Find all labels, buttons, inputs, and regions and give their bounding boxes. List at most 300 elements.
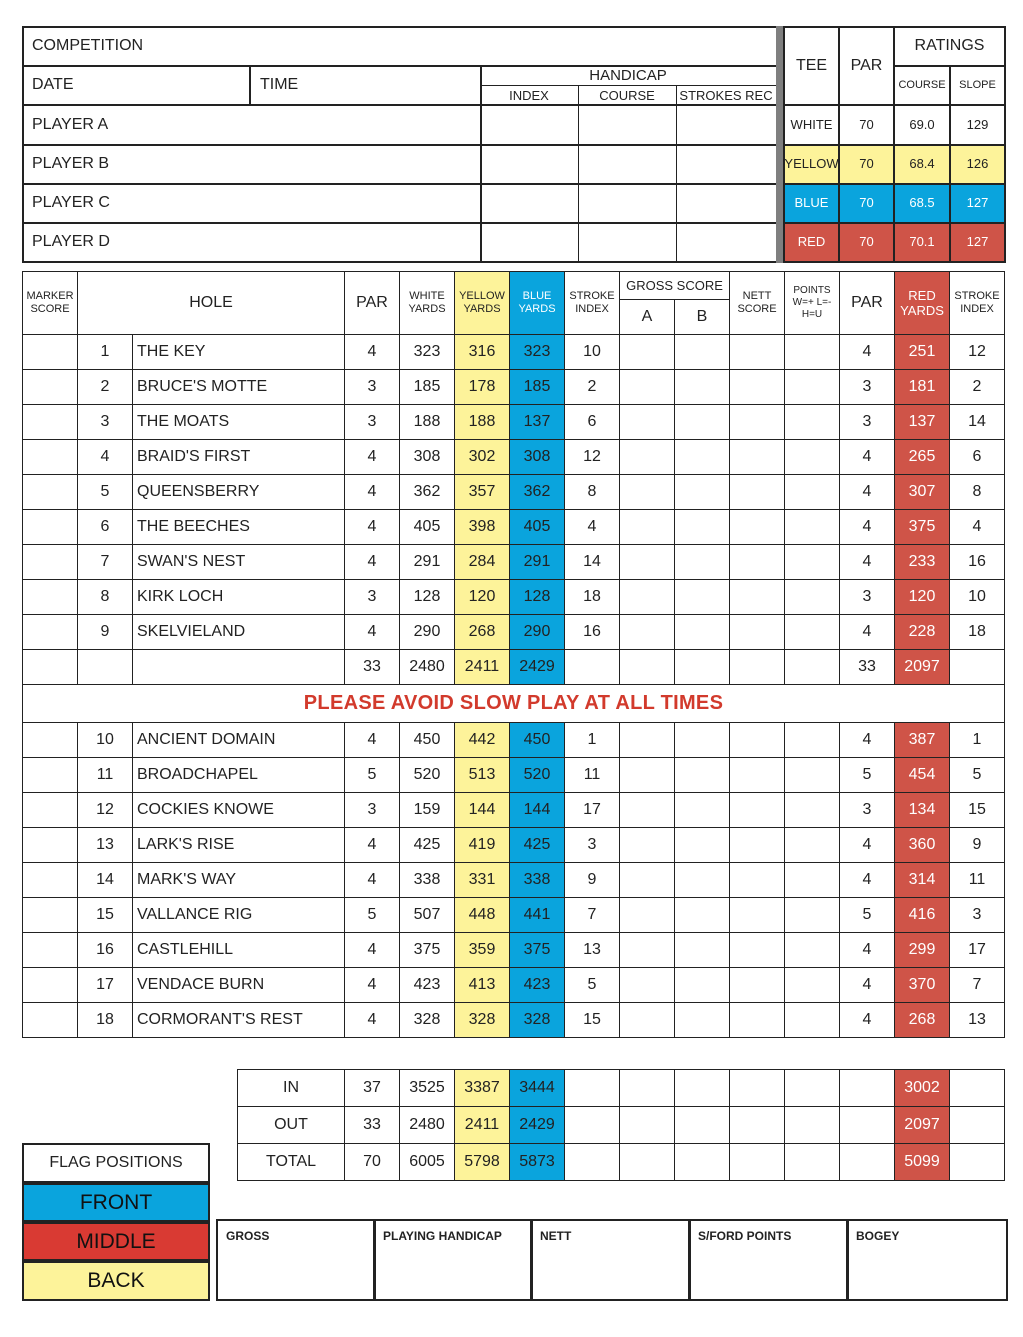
yellow-yards: 178: [455, 370, 510, 405]
blue-yards-header: BLUE YARDS: [510, 272, 565, 335]
nett-box[interactable]: NETT: [530, 1219, 691, 1301]
blank-cell: [785, 650, 840, 685]
red-yards: 265: [895, 440, 950, 475]
red-yards: 228: [895, 615, 950, 650]
white-yards: 362: [400, 475, 455, 510]
blank-cell: [730, 650, 785, 685]
front-total-blue: 2429: [510, 650, 565, 685]
stroke-index: 4: [565, 510, 620, 545]
red-yards: 360: [895, 828, 950, 863]
hole-par: 4: [345, 615, 400, 650]
gross-a-cell[interactable]: [620, 898, 675, 933]
gross-b-cell[interactable]: [675, 758, 730, 793]
competition-label: COMPETITION: [32, 36, 144, 54]
hole-name: COCKIES KNOWE: [133, 793, 345, 828]
white-yards: 308: [400, 440, 455, 475]
points-cell[interactable]: [785, 793, 840, 828]
white-yards: 323: [400, 335, 455, 370]
gross-b-cell[interactable]: [675, 440, 730, 475]
gross-a-cell[interactable]: [620, 510, 675, 545]
points-cell[interactable]: [785, 828, 840, 863]
marker-score-cell[interactable]: [23, 370, 78, 405]
stroke-index: 7: [565, 898, 620, 933]
hole-par-2: 4: [840, 968, 895, 1003]
nett-score-cell[interactable]: [730, 440, 785, 475]
blank-cell: [785, 1144, 840, 1181]
red-yards: 268: [895, 1003, 950, 1038]
hole-par-2: 4: [840, 335, 895, 370]
gross-b-cell[interactable]: [675, 615, 730, 650]
hole-name: BROADCHAPEL: [133, 758, 345, 793]
index-label: INDEX: [509, 87, 549, 103]
marker-score-cell[interactable]: [23, 475, 78, 510]
totals-label: IN: [238, 1070, 345, 1107]
stroke-index-header: STROKE INDEX: [565, 272, 620, 335]
gross-a-cell[interactable]: [620, 405, 675, 440]
white-yards-header: WHITE YARDS: [400, 272, 455, 335]
stroke-index: 14: [565, 545, 620, 580]
marker-score-cell[interactable]: [23, 335, 78, 370]
blank-cell: [675, 1144, 730, 1181]
blank-cell: [675, 650, 730, 685]
blue-yards: 308: [510, 440, 565, 475]
stroke-index-2: 13: [950, 1003, 1005, 1038]
white-yards: 188: [400, 405, 455, 440]
blank-cell: [950, 1107, 1005, 1144]
gross-b-cell[interactable]: [675, 1003, 730, 1038]
hole-number: 15: [78, 898, 133, 933]
gross-b-cell[interactable]: [675, 828, 730, 863]
blank-cell: [675, 1070, 730, 1107]
white-yards: 375: [400, 933, 455, 968]
stroke-index: 10: [565, 335, 620, 370]
yellow-yards: 144: [455, 793, 510, 828]
marker-score-cell[interactable]: [23, 440, 78, 475]
gross-a-header: A: [620, 300, 675, 335]
blank-cell: [620, 1144, 675, 1181]
stroke-index: 5: [565, 968, 620, 1003]
rating-slope-1: 126: [966, 156, 989, 171]
marker-score-header: MARKER SCORE: [23, 272, 78, 335]
hole-row: [23, 968, 1005, 1003]
header-row: [23, 272, 1005, 300]
blank-cell: [950, 650, 1005, 685]
hole-name: CORMORANT'S REST: [133, 1003, 345, 1038]
blank-cell: [730, 1144, 785, 1181]
hole-header: HOLE: [78, 272, 345, 335]
totals-yellow: 3387: [455, 1070, 510, 1107]
blue-yards: 128: [510, 580, 565, 615]
stroke-index: 6: [565, 405, 620, 440]
totals-par: 70: [345, 1144, 400, 1181]
gross-box[interactable]: GROSS: [216, 1219, 376, 1301]
nett-score-cell[interactable]: [730, 1003, 785, 1038]
nett-score-cell[interactable]: [730, 370, 785, 405]
stroke-index: 8: [565, 475, 620, 510]
hole-par-2: 4: [840, 475, 895, 510]
gross-b-cell[interactable]: [675, 580, 730, 615]
yellow-yards: 120: [455, 580, 510, 615]
white-yards: 425: [400, 828, 455, 863]
marker-score-cell[interactable]: [23, 828, 78, 863]
marker-score-cell[interactable]: [23, 580, 78, 615]
hole-name: KIRK LOCH: [133, 580, 345, 615]
hole-name: BRAID'S FIRST: [133, 440, 345, 475]
hole-par-2: 3: [840, 370, 895, 405]
hole-name: LARK'S RISE: [133, 828, 345, 863]
points-cell[interactable]: [785, 510, 840, 545]
yellow-yards: 188: [455, 405, 510, 440]
blank-cell: [840, 1070, 895, 1107]
hole-row: [23, 828, 1005, 863]
hole-par: 4: [345, 510, 400, 545]
course-label: COURSE: [599, 87, 655, 103]
stroke-index: 9: [565, 863, 620, 898]
hole-number: 18: [78, 1003, 133, 1038]
yellow-yards: 316: [455, 335, 510, 370]
hole-name: VENDACE BURN: [133, 968, 345, 1003]
points-header: POINTS W=+ L=- H=U: [785, 272, 840, 335]
front-total-yellow: 2411: [455, 650, 510, 685]
gross-a-cell[interactable]: [620, 793, 675, 828]
hole-row: [23, 440, 1005, 475]
nett-score-cell[interactable]: [730, 615, 785, 650]
points-cell[interactable]: [785, 615, 840, 650]
marker-score-cell[interactable]: [23, 968, 78, 1003]
gross-a-cell[interactable]: [620, 440, 675, 475]
points-cell[interactable]: [785, 580, 840, 615]
nett-score-cell[interactable]: [730, 405, 785, 440]
white-yards: 328: [400, 1003, 455, 1038]
hole-par: 4: [345, 968, 400, 1003]
hole-number: 16: [78, 933, 133, 968]
hole-par: 4: [345, 723, 400, 758]
hole-row: [23, 898, 1005, 933]
sford-points-box[interactable]: S/FORD POINTS: [688, 1219, 849, 1301]
blue-yards: 137: [510, 405, 565, 440]
nett-score-cell[interactable]: [730, 898, 785, 933]
hole-row: [23, 475, 1005, 510]
gross-a-cell[interactable]: [620, 475, 675, 510]
gross-b-cell[interactable]: [675, 863, 730, 898]
warning-row: [23, 685, 1005, 723]
gross-b-cell[interactable]: [675, 370, 730, 405]
stroke-index: 18: [565, 580, 620, 615]
nett-score-cell[interactable]: [730, 510, 785, 545]
blank-cell: [840, 1144, 895, 1181]
hole-name: THE MOATS: [133, 405, 345, 440]
gross-a-cell[interactable]: [620, 828, 675, 863]
red-yards: 387: [895, 723, 950, 758]
slope-label: SLOPE: [959, 79, 996, 91]
hole-number: 13: [78, 828, 133, 863]
stroke-index-2: 14: [950, 405, 1005, 440]
hole-name: BRUCE'S MOTTE: [133, 370, 345, 405]
yellow-yards: 513: [455, 758, 510, 793]
blank-cell: [620, 1070, 675, 1107]
hole-row: [23, 863, 1005, 898]
nett-score-cell[interactable]: [730, 758, 785, 793]
rating-tee-1: YELLOW: [784, 156, 839, 171]
gross-b-cell[interactable]: [675, 545, 730, 580]
red-yards: 454: [895, 758, 950, 793]
stroke-index: 17: [565, 793, 620, 828]
tee-label: TEE: [795, 56, 828, 74]
yellow-yards: 359: [455, 933, 510, 968]
hole-number: 7: [78, 545, 133, 580]
flag-front: FRONT: [22, 1183, 210, 1222]
gross-b-cell[interactable]: [675, 793, 730, 828]
player-a-label: PLAYER A: [32, 115, 109, 133]
hole-par-2: 4: [840, 615, 895, 650]
marker-score-cell[interactable]: [23, 723, 78, 758]
stroke-index: 3: [565, 828, 620, 863]
hole-par: 4: [345, 440, 400, 475]
nett-score-cell[interactable]: [730, 335, 785, 370]
points-cell[interactable]: [785, 1003, 840, 1038]
hole-par: 5: [345, 898, 400, 933]
yellow-yards: 413: [455, 968, 510, 1003]
gross-b-header: B: [675, 300, 730, 335]
flag-middle: MIDDLE: [22, 1222, 210, 1261]
hole-par-2: 4: [840, 545, 895, 580]
blank-cell: [840, 1107, 895, 1144]
gross-a-cell[interactable]: [620, 933, 675, 968]
playing-handicap-box[interactable]: PLAYING HANDICAP: [373, 1219, 533, 1301]
rating-tee-0: WHITE: [790, 117, 833, 132]
marker-score-cell[interactable]: [23, 898, 78, 933]
gross-a-cell[interactable]: [620, 615, 675, 650]
nett-score-cell[interactable]: [730, 968, 785, 1003]
blank-cell: [565, 650, 620, 685]
stroke-index: 16: [565, 615, 620, 650]
white-yards: 338: [400, 863, 455, 898]
par-header-2: PAR: [840, 272, 895, 335]
points-cell[interactable]: [785, 758, 840, 793]
slow-play-warning: PLEASE AVOID SLOW PLAY AT ALL TIMES: [23, 685, 1005, 723]
rating-slope-0: 129: [966, 117, 989, 132]
marker-score-cell[interactable]: [23, 758, 78, 793]
blank-cell: [730, 1107, 785, 1144]
hole-par-2: 4: [840, 933, 895, 968]
rating-tee-2: BLUE: [794, 195, 829, 210]
points-cell[interactable]: [785, 863, 840, 898]
yellow-yards: 419: [455, 828, 510, 863]
totals-red: 2097: [895, 1107, 950, 1144]
red-yards: 314: [895, 863, 950, 898]
gross-a-cell[interactable]: [620, 758, 675, 793]
points-cell[interactable]: [785, 335, 840, 370]
hole-par-2: 3: [840, 580, 895, 615]
points-cell[interactable]: [785, 723, 840, 758]
red-yards: 134: [895, 793, 950, 828]
marker-score-cell[interactable]: [23, 933, 78, 968]
nett-score-cell[interactable]: [730, 475, 785, 510]
stroke-index-2: 11: [950, 863, 1005, 898]
gross-b-cell[interactable]: [675, 968, 730, 1003]
time-label: TIME: [260, 76, 299, 93]
totals-yellow: 2411: [455, 1107, 510, 1144]
marker-score-cell[interactable]: [23, 615, 78, 650]
nett-score-cell[interactable]: [730, 723, 785, 758]
totals-par: 33: [345, 1107, 400, 1144]
handicap-label: HANDICAP: [589, 67, 667, 84]
totals-white: 3525: [400, 1070, 455, 1107]
bogey-box[interactable]: BOGEY: [846, 1219, 1008, 1301]
blue-yards: 338: [510, 863, 565, 898]
gross-a-cell[interactable]: [620, 335, 675, 370]
stroke-index: 15: [565, 1003, 620, 1038]
white-yards: 520: [400, 758, 455, 793]
nett-score-cell[interactable]: [730, 580, 785, 615]
rating-slope-3: 127: [966, 234, 989, 249]
marker-score-cell[interactable]: [23, 405, 78, 440]
white-yards: 185: [400, 370, 455, 405]
stroke-index-2: 5: [950, 758, 1005, 793]
hole-par-2: 5: [840, 898, 895, 933]
white-yards: 423: [400, 968, 455, 1003]
hole-row: [23, 545, 1005, 580]
gross-b-cell[interactable]: [675, 335, 730, 370]
gross-b-cell[interactable]: [675, 933, 730, 968]
hole-row: [23, 370, 1005, 405]
hole-par-2: 5: [840, 758, 895, 793]
nett-score-cell[interactable]: [730, 933, 785, 968]
marker-score-cell[interactable]: [23, 510, 78, 545]
hole-par-2: 4: [840, 440, 895, 475]
blue-yards: 423: [510, 968, 565, 1003]
points-cell[interactable]: [785, 440, 840, 475]
hole-number: 6: [78, 510, 133, 545]
yellow-yards: 302: [455, 440, 510, 475]
hole-par: 3: [345, 580, 400, 615]
gross-a-cell[interactable]: [620, 370, 675, 405]
marker-score-cell[interactable]: [23, 863, 78, 898]
course-rating-label: COURSE: [898, 79, 946, 91]
stroke-index-2: 17: [950, 933, 1005, 968]
hole-par-2: 4: [840, 828, 895, 863]
hole-par-2: 3: [840, 793, 895, 828]
marker-score-cell[interactable]: [23, 545, 78, 580]
hole-name: QUEENSBERRY: [133, 475, 345, 510]
nett-score-cell[interactable]: [730, 828, 785, 863]
nett-score-cell[interactable]: [730, 545, 785, 580]
stroke-index-2: 7: [950, 968, 1005, 1003]
gross-a-cell[interactable]: [620, 580, 675, 615]
marker-score-cell[interactable]: [23, 793, 78, 828]
rating-par-1: 70: [859, 156, 874, 171]
points-cell[interactable]: [785, 370, 840, 405]
nett-score-cell[interactable]: [730, 793, 785, 828]
points-cell[interactable]: [785, 405, 840, 440]
player-d-label: PLAYER D: [32, 232, 110, 250]
blue-yards: 323: [510, 335, 565, 370]
hole-row: [23, 510, 1005, 545]
hole-number: 5: [78, 475, 133, 510]
nett-score-cell[interactable]: [730, 863, 785, 898]
hole-name: SWAN'S NEST: [133, 545, 345, 580]
blue-yards: 520: [510, 758, 565, 793]
gross-b-cell[interactable]: [675, 475, 730, 510]
hole-par: 4: [345, 828, 400, 863]
totals-table: [237, 1069, 1005, 1181]
hole-row: [23, 335, 1005, 370]
hole-number: 4: [78, 440, 133, 475]
red-yards: 370: [895, 968, 950, 1003]
ratings-label: RATINGS: [914, 36, 985, 54]
flag-back: BACK: [22, 1261, 210, 1301]
front-total-par-2: 33: [840, 650, 895, 685]
gross-a-cell[interactable]: [620, 863, 675, 898]
gross-b-cell[interactable]: [675, 898, 730, 933]
stroke-index-2: 6: [950, 440, 1005, 475]
stroke-index-2: 8: [950, 475, 1005, 510]
blank-cell: [950, 1144, 1005, 1181]
stroke-index-2: 4: [950, 510, 1005, 545]
blue-yards: 375: [510, 933, 565, 968]
hole-number: 8: [78, 580, 133, 615]
stroke-index-2: 10: [950, 580, 1005, 615]
gross-b-cell[interactable]: [675, 405, 730, 440]
totals-red: 5099: [895, 1144, 950, 1181]
hole-par-2: 4: [840, 863, 895, 898]
hole-name: VALLANCE RIG: [133, 898, 345, 933]
gross-a-cell[interactable]: [620, 1003, 675, 1038]
stroke-index-2: 1: [950, 723, 1005, 758]
marker-score-cell[interactable]: [23, 1003, 78, 1038]
yellow-yards: 398: [455, 510, 510, 545]
hole-par: 3: [345, 370, 400, 405]
stroke-index: 2: [565, 370, 620, 405]
stroke-index-2: 2: [950, 370, 1005, 405]
points-cell[interactable]: [785, 968, 840, 1003]
gross-b-cell[interactable]: [675, 723, 730, 758]
points-cell[interactable]: [785, 475, 840, 510]
hole-par: 4: [345, 335, 400, 370]
hole-name: MARK'S WAY: [133, 863, 345, 898]
points-cell[interactable]: [785, 898, 840, 933]
rating-tee-3: RED: [797, 234, 826, 249]
blank-cell: [950, 1070, 1005, 1107]
blue-yards: 144: [510, 793, 565, 828]
gross-a-cell[interactable]: [620, 545, 675, 580]
hole-number: 14: [78, 863, 133, 898]
hole-par: 5: [345, 758, 400, 793]
gross-b-cell[interactable]: [675, 510, 730, 545]
totals-white: 2480: [400, 1107, 455, 1144]
red-yards: 416: [895, 898, 950, 933]
yellow-yards: 357: [455, 475, 510, 510]
rating-course-0: 69.0: [909, 117, 935, 132]
hole-par-2: 3: [840, 405, 895, 440]
blue-yards: 441: [510, 898, 565, 933]
points-cell[interactable]: [785, 933, 840, 968]
totals-red: 3002: [895, 1070, 950, 1107]
player-c-label: PLAYER C: [32, 193, 110, 211]
separator-bar: [776, 26, 783, 263]
hole-row: [23, 758, 1005, 793]
blank-cell: [675, 1107, 730, 1144]
hole-name: CASTLEHILL: [133, 933, 345, 968]
divider: [676, 85, 677, 263]
gross-a-cell[interactable]: [620, 723, 675, 758]
red-yards: 307: [895, 475, 950, 510]
points-cell[interactable]: [785, 545, 840, 580]
blue-yards: 450: [510, 723, 565, 758]
hole-number: 2: [78, 370, 133, 405]
gross-a-cell[interactable]: [620, 968, 675, 1003]
hole-par: 3: [345, 405, 400, 440]
